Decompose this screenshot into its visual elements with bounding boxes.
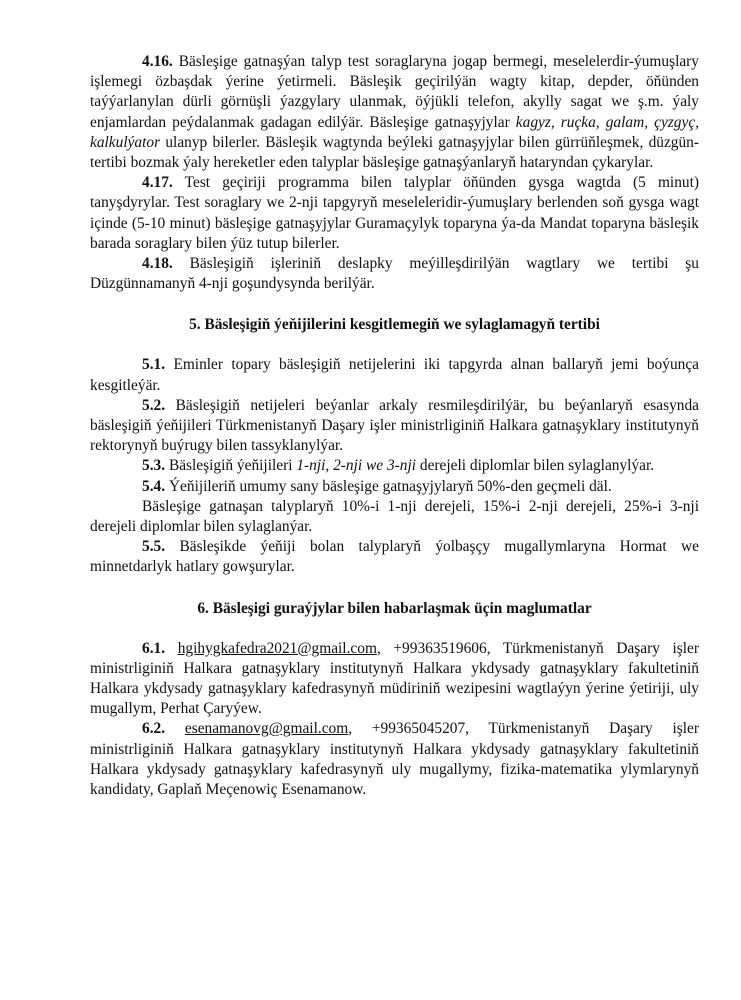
- paragraph-4-16: [90, 52, 699, 173]
- clause-number: 5.2.: [142, 396, 166, 414]
- clause-number: 6.1.: [142, 639, 166, 657]
- clause-text: ulanyp bilerler. Bäsleşik wagtynda beýleki gatnaşyjylar bilen gürrüňleşmek, düzgün-tertibi bozmak ýaly hereketler eden talyplar bäsleşige gatnaşýanlaryň hataryndan çykarylar.: [90, 133, 699, 172]
- paragraph-5-4: [90, 477, 699, 497]
- clause-text: Bäsleşigiň işleriniň deslapky meýilleşdirilýän wagtlary we tertibi şu Düzgünnamanyň 4-nji goşundysynda berilýär.: [90, 255, 699, 293]
- clause-number: 5.4.: [142, 477, 166, 495]
- paragraph-5-2: [90, 396, 699, 457]
- clause-number: 6.2.: [142, 720, 166, 738]
- clause-number: 4.16.: [142, 53, 173, 70]
- email-link[interactable]: hgihygkafedra2021@gmail.com: [177, 639, 377, 657]
- email-link[interactable]: esenamanovg@gmail.com: [184, 720, 349, 738]
- paragraph-5-3: [90, 456, 699, 476]
- clause-text: Ýeňijileriň umumy sany bäsleşige gatnaşyjylaryň 50%-den geçmeli däl.: [165, 477, 612, 495]
- paragraph-6-1: [90, 639, 699, 720]
- paragraph-5-5: [90, 537, 699, 577]
- clause-text-italic: kagyz, ruçka, galam, çyzgyç, kalkulýator: [90, 113, 699, 151]
- clause-text: Bäsleşige gatnaşýan talyp test soraglaryna jogap bermegi, meselelerdir-ýumuşlary işlemegi özbaşdak ýerine ýetirmeli. Bäsleşik geçirilýän wagty kitap, depder, öňünden taýýarlanylan dürli görnüşli ýazgylary ulanmak, öýjükli telefon, akylly sagat we ş.m. ýaly enjamlardan peýdalanmak gadagan edilýär. Bäsleşige gatnaşyjylar: [90, 53, 699, 131]
- section-5-heading: 5. Bäsleşigiň ýeňijilerini kesgitlemegiň we sylaglamagyň tertibi: [189, 316, 600, 334]
- clause-text: derejeli diplomlar bilen sylaglanylýar.: [416, 457, 655, 475]
- clause-text-italic: 1-nji, 2-nji we 3-nji: [296, 457, 417, 475]
- clause-text: , +99365045207, Türkmenistanyň Daşary işler ministrliginiň Halkara gatnaşyklary institutynyň Halkara ykdysady gatnaşyklary fakultetiniň Halkara ykdysady gatnaşyklary kafedrasynyň uly mugallymy, fizika-matematika ylymlarynyň kandidaty, Gaplaň Meçenowiç Esenamanow.: [90, 720, 699, 799]
- clause-number: 4.18.: [142, 255, 173, 273]
- clause-number: 5.1.: [142, 356, 166, 374]
- paragraph-6-2: [90, 719, 699, 800]
- clause-text: Eminler topary bäsleşigiň netijelerini iki tapgyrda alnan ballaryň jemi boýunça kesgitleýär.: [90, 356, 699, 394]
- clause-number: 5.3.: [142, 457, 166, 475]
- clause-number: 4.17.: [142, 174, 173, 192]
- clause-text: Bäsleşigiň ýeňijileri: [165, 457, 297, 475]
- paragraph-5-1: [90, 355, 699, 395]
- paragraph-4-18: [90, 254, 699, 294]
- paragraph-5-4-continued: Bäsleşige gatnaşan talyplaryň 10%-i 1-nji derejeli, 15%-i 2-nji derejeli, 25%-i 3-nji derejeli diplomlar bilen sylaglanýar.: [90, 497, 699, 536]
- clause-text: Bäsleşikde ýeňiji bolan talyplaryň ýolbaşçy mugallymlaryna Hormat we minnetdarlyk hatlary gowşurylar.: [90, 538, 699, 576]
- paragraph-4-17: [90, 173, 699, 254]
- clause-text: Test geçiriji programma bilen talyplar öňünden gysga wagtda (5 minut) tanyşdyrylar. Test soraglary we 2-nji tapgyryň meseleleridir-ýumuşlary berlenden soň gysga wagt içinde (5-10 minut) bäsleşige gatnaşyjylar Guramaçylyk toparyna ýa-da Mandat toparyna bäsleşik barada soraglary bilen ýüz tutup bilerler.: [90, 174, 699, 252]
- clause-number: 5.5.: [142, 538, 166, 556]
- clause-text: , +99363519606, Türkmenistanyň Daşary işler ministrliginiň Halkara gatnaşyklary institutynyň Halkara ykdysady gatnaşyklary fakultetiniň Halkara ykdysady gatnaşyklary kafedrasynyň müdiriniň wezipesini wagtlaýyn ýerine ýetiriji, uly mugallym, Perhat Çaryýew.: [90, 639, 699, 718]
- section-6-heading: 6. Bäsleşigi guraýjylar bilen habarlaşmak üçin maglumatlar: [197, 599, 592, 617]
- clause-text: Bäsleşigiň netijeleri beýanlar arkaly resmileşdirilýär, bu beýanlaryň esasynda bäsleşigiň ýeňijileri Türkmenistanyň Daşary işler ministrliginiň Halkara gatnaşyklary institutynyň rektorynyň buýrugy bilen tassyklanylýar.: [90, 396, 699, 455]
